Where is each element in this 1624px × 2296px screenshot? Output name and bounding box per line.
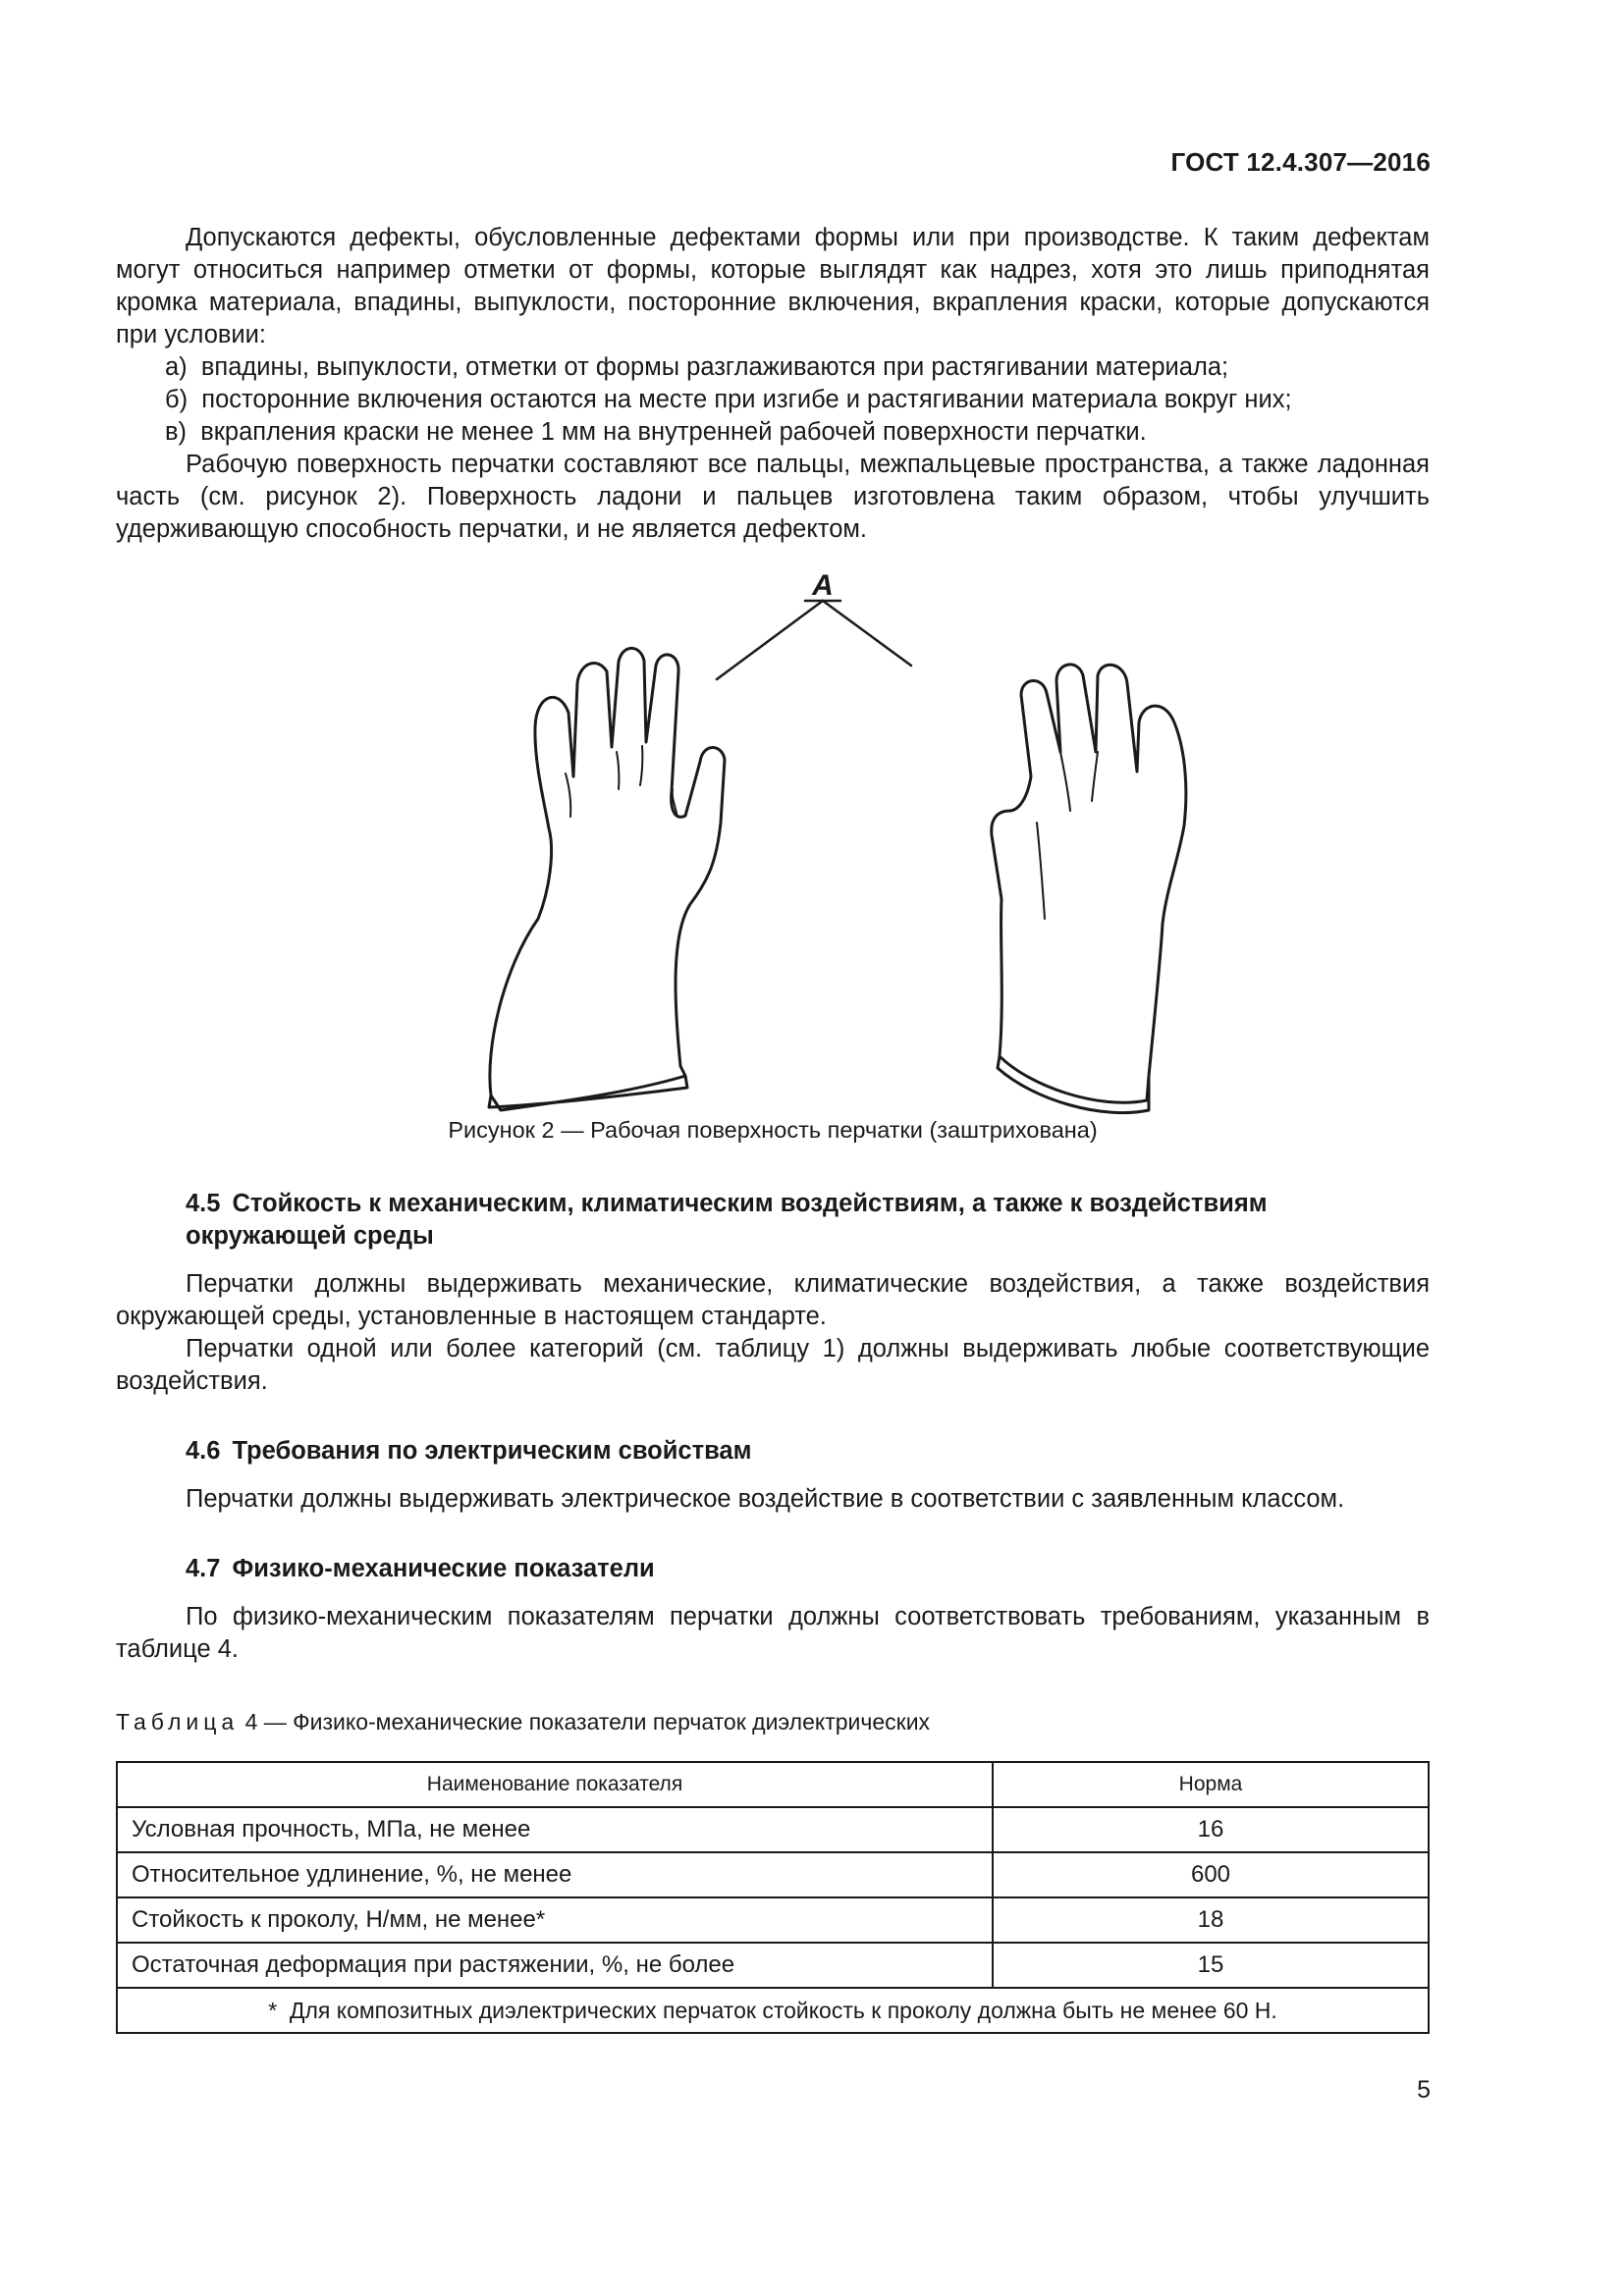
- defect-item-b: б) посторонние включения остаются на месте при изгибе и растягивании материала вокруг них;: [165, 386, 1292, 413]
- table-header-row: [117, 1762, 1429, 1807]
- table-row: [117, 1943, 1429, 1988]
- right-glove-drawing: [992, 665, 1186, 1113]
- properties-table: [116, 1761, 1430, 2034]
- table-footnote-row: [117, 1988, 1429, 2033]
- figure-2: [116, 565, 1430, 1150]
- table-cell-indicator: Остаточная деформация при растяжении, %, не более: [117, 1943, 993, 1988]
- table-cell-indicator: Относительное удлинение, %, не менее: [117, 1852, 993, 1897]
- gloves-illustration: [116, 565, 1430, 1115]
- page-number: 5: [1417, 2076, 1431, 2104]
- table-cell-indicator: Стойкость к проколу, Н/мм, не менее*: [117, 1897, 993, 1943]
- section-4-7-heading: 4.7 Физико-механические показатели: [186, 1555, 655, 1582]
- table-header-norm: Норма: [993, 1762, 1429, 1807]
- section-4-5-heading: 4.5 Стойкость к механическим, климатическим воздействиям, а также к воздействиям окружающей среды: [186, 1190, 1268, 1250]
- table-cell-norm: 16: [993, 1807, 1429, 1852]
- table-cell-indicator: Условная прочность, МПа, не менее: [117, 1807, 993, 1852]
- table-header-indicator: Наименование показателя: [117, 1762, 993, 1807]
- table-row: [117, 1897, 1429, 1943]
- intro-paragraph: Допускаются дефекты, обусловленные дефектами формы или при производстве. К таким дефектам могут относиться например отметки от формы, которые выглядят как надрез, хотя это лишь приподнятая кромка материала, впадины, выпуклости, посторонние включения, вкрапления краски, которые допускаются при условии:: [116, 224, 1430, 348]
- defect-item-a: а) впадины, выпуклости, отметки от формы разглаживаются при растягивании материала;: [165, 353, 1229, 381]
- working-surface-paragraph: Рабочую поверхность перчатки составляют все пальцы, межпальцевые пространства, а также ладонная часть (см. рисунок 2). Поверхность ладони и пальцев изготовлена таким образом, чтобы улучшить удерживающую способность перчатки, и не является дефектом.: [116, 451, 1430, 543]
- callout-label: А: [812, 569, 834, 602]
- table-cell-norm: 600: [993, 1852, 1429, 1897]
- document-header: ГОСТ 12.4.307—2016: [1170, 147, 1431, 177]
- table-row: [117, 1852, 1429, 1897]
- table-cell-norm: 15: [993, 1943, 1429, 1988]
- section-4-6-heading: 4.6 Требования по электрическим свойствам: [186, 1437, 752, 1465]
- section-4-5-paragraph-2: Перчатки одной или более категорий (см. таблицу 1) должны выдерживать любые соответствующие воздействия.: [116, 1335, 1430, 1395]
- callout-lines: [717, 601, 911, 679]
- section-4-7-paragraph: По физико-механическим показателям перчатки должны соответствовать требованиям, указанным в таблице 4.: [116, 1603, 1430, 1663]
- table-cell-norm: 18: [993, 1897, 1429, 1943]
- table-row: [117, 1807, 1429, 1852]
- figure-caption: Рисунок 2 — Рабочая поверхность перчатки (заштрихована): [448, 1117, 1098, 1143]
- page-content: [116, 222, 1430, 2034]
- defect-item-c: в) вкрапления краски не менее 1 мм на внутренней рабочей поверхности перчатки.: [165, 418, 1147, 446]
- section-4-5-paragraph-1: Перчатки должны выдерживать механические, климатические воздействия, а также воздействия окружающей среды, установленные в настоящем стандарте.: [116, 1270, 1430, 1330]
- table-footnote: * Для композитных диэлектрических перчаток стойкость к проколу должна быть не менее 60 Н.: [117, 1988, 1429, 2033]
- left-glove-drawing: [489, 648, 725, 1110]
- section-4-6-paragraph: Перчатки должны выдерживать электрическое воздействие в соответствии с заявленным классом.: [186, 1485, 1345, 1513]
- table-caption: Таблица 4 — Физико-механические показатели перчаток диэлектрических: [116, 1709, 931, 1735]
